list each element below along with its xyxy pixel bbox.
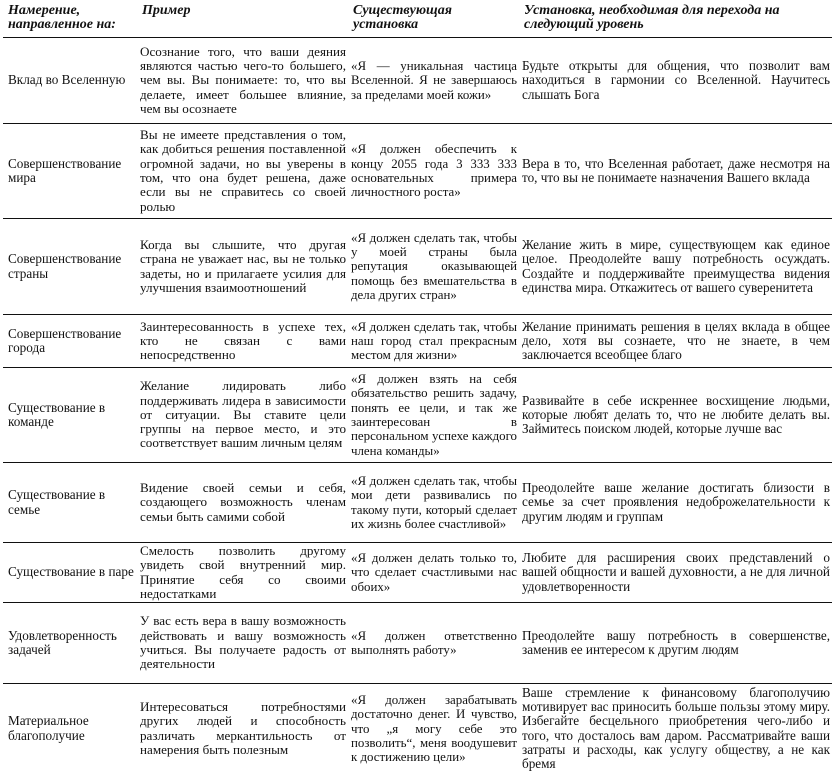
table-row [3, 603, 832, 684]
table-row [3, 543, 832, 603]
row-intent: Совершенствование страны [3, 219, 137, 315]
row-needed: Развивайте в себе искреннее восхищение людьми, которые любят делать то, что не любите делать вы. Займитесь поиском людей, которые лучше вас [519, 368, 832, 463]
row-intent: Совершенствование мира [3, 124, 137, 219]
row-example: Желание лидировать либо поддерживать лидера в зависимости от ситуации. Вы ставите цели группы на первое место, и это соответствует вашим личным целям [137, 368, 348, 463]
row-needed: Желание жить в мире, существующем как единое целое. Преодолейте вашу потребность осуждать. Создайте и поддерживайте преимущества видения единства мира. Откажитесь от вашего суверенитета [519, 219, 832, 315]
row-example: Видение своей семьи и себя, создающего возможность членам семьи быть самими собой [137, 463, 348, 543]
row-attitude: «Я должен ответственно выполнять работу» [348, 603, 519, 684]
header-intent: Намерение, направленное на: [3, 3, 137, 38]
row-attitude: «Я должен сделать так, чтобы мои дети развивались по такому пути, который сделает их жизнь более счастливой» [348, 463, 519, 543]
row-example: Вы не имеете представления о том, как добиться решения поставленной огромной задачи, но вы уверены в том, что она будет решена, даже если вы не справитесь со своей ролью [137, 124, 348, 219]
table-row [3, 368, 832, 463]
table-row [3, 315, 832, 368]
row-intent: Вклад во Вселенную [3, 38, 137, 124]
row-needed: Ваше стремление к финансовому благополучию мотивирует вас приносить больше пользы этому миру. Избегайте бесцельного приобретения чего-либо и того, что досталось вам даром. Рассматривайте ваши затраты и расходы, как услугу обществу, а не как бремя [522, 684, 830, 772]
row-needed: Будьте открыты для общения, что позволит вам находиться в гармонии со Вселенной. Научитесь слышать Бога [519, 38, 832, 124]
row-example: Осознание того, что ваши деяния являются частью чего-то большего, чем вы. Вы понимаете: то, что вы делаете, имеет большее влияние, чем вы осознаете [137, 38, 348, 124]
row-intent: Совершенствование города [3, 315, 137, 368]
table-row [3, 38, 832, 124]
row-attitude: «Я должен сделать так, чтобы наш город стал прекрасным местом для жизни» [348, 315, 519, 368]
table-row [3, 463, 832, 543]
row-attitude: «Я должен делать только то, что сделает счастливыми нас обоих» [348, 543, 519, 603]
row-example: Заинтересованность в успехе тех, кто не связан с вами непосредственно [137, 315, 348, 368]
table-row [3, 124, 832, 219]
row-needed: Вера в то, что Вселенная работает, даже несмотря на то, что вы не понимаете назначения Вашего вклада [519, 124, 832, 219]
row-intent: Материальное благополучие [8, 713, 89, 743]
header-example: Пример [137, 3, 348, 38]
row-attitude: «Я должен зарабатывать достаточно денег. И чувство, что „я могу себе это позволить“, меня воодушевит к достижению цели» [351, 693, 517, 765]
row-attitude: «Я должен взять на себя обязательство решить задачу, понять ее цели, и так же заинтересован в персональном успехе каждого члена команды» [348, 368, 519, 463]
row-example: Интересоваться потребностями других людей и способность различать меркантильность от намерения быть полезным [140, 699, 346, 758]
table-row [3, 219, 832, 315]
row-intent: Существование в семье [3, 463, 137, 543]
row-intent: Удовлетворенность задачей [3, 603, 137, 684]
row-needed: Любите для расширения своих представлений о вашей общности и вашей духовности, а не для личной удовлетворенности [519, 543, 832, 603]
row-example: Смелость позволить другому увидеть свой внутренний мир. Принятие себя со своими недостатками [137, 543, 348, 603]
header-needed: Установка, необходимая для перехода на следующий уровень [519, 3, 832, 38]
row-needed: Желание принимать решения в целях вклада в общее дело, хотя вы сознаете, что не знаете, в чем заключается всеобщее благо [519, 315, 832, 368]
header-row [3, 3, 832, 38]
table-row [3, 684, 832, 774]
row-example: У вас есть вера в вашу возможность действовать и вашу возможность учиться. Вы получаете радость от деятельности [137, 603, 348, 684]
row-intent: Существование в паре [3, 543, 137, 603]
row-attitude: «Я должен обеспечить к концу 2055 года 3 333 333 основательных примера личностного роста» [348, 124, 519, 219]
row-attitude: «Я должен сделать так, чтобы у моей страны была репутация оказывающей помощь без вмешательства в дела других стран» [348, 219, 519, 315]
row-attitude: «Я — уникальная частица Вселенной. Я не завершаюсь за пределами моей кожи» [348, 38, 519, 124]
row-needed: Преодолейте вашу потребность в совершенстве, заменив ее интересом к другим людям [519, 603, 832, 684]
header-attitude: Существующая установка [348, 3, 519, 38]
row-intent: Существование в команде [3, 368, 137, 463]
intentions-table [3, 3, 832, 774]
row-needed: Преодолейте ваше желание достигать близости в семье за счет проявления недоброжелательности к другим людям и группам [519, 463, 832, 543]
row-example: Когда вы слышите, что другая страна не уважает нас, вы не только задеты, но и прилагаете усилия для улучшения взаимоотношений [137, 219, 348, 315]
